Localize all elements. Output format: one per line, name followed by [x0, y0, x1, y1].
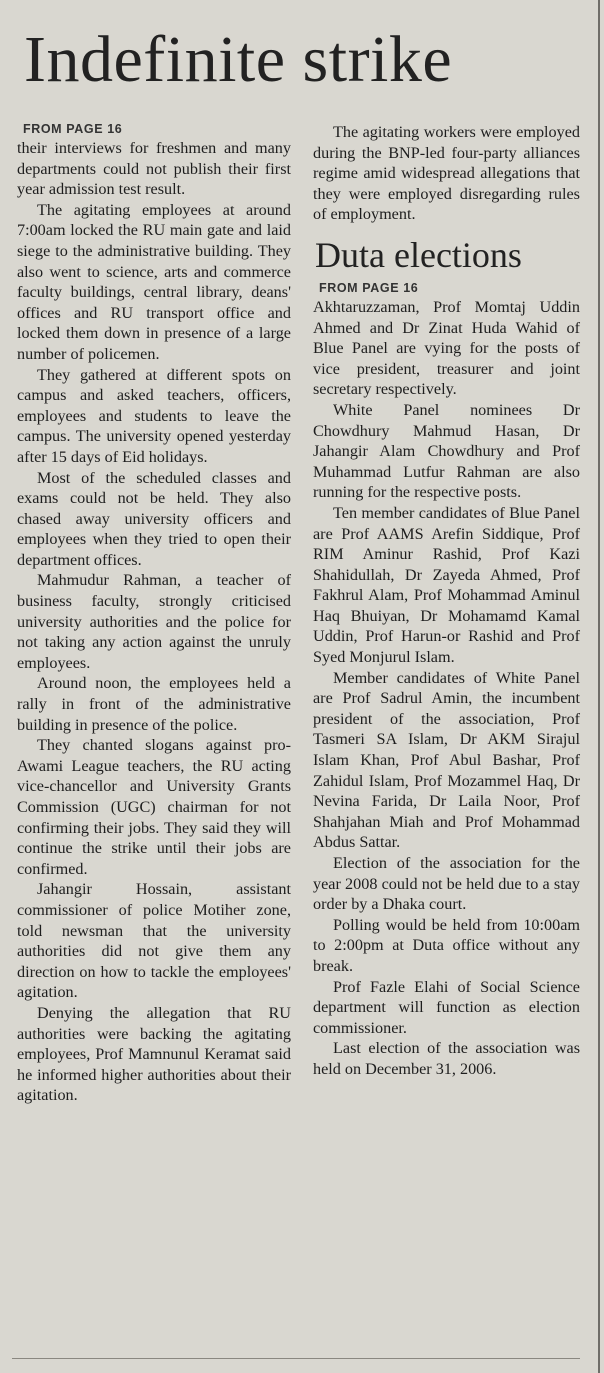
- headline-indefinite-strike: Indefinite strike: [24, 23, 453, 96]
- article-paragraph: Member candidates of White Panel are Prof Sadrul Amin, the incumbent president of the association, Prof Tasmeri SA Islam, Dr AKM Sirajul Islam Khan, Prof Abul Bashar, Prof Zahidul Islam, Prof Mozammel Haq, Dr Nevina Farida, Dr Laila Noor, Prof Shahjahan Miah and Prof Mohammad Abdus Sattar.: [313, 668, 580, 852]
- article-paragraph: Election of the association for the year 2008 could not be held due to a stay order by a Dhaka court.: [313, 854, 580, 914]
- article-paragraph: Last election of the association was held on December 31, 2006.: [313, 1039, 580, 1078]
- kicker-from-page: FROM PAGE 16: [319, 280, 419, 295]
- article-paragraph: White Panel nominees Dr Chowdhury Mahmud Hasan, Dr Jahangir Alam Chowdhury and Prof Muhammad Lutfur Rahman are also running for the respective posts.: [313, 400, 580, 502]
- headline-duta-elections: Duta elections: [315, 234, 522, 275]
- article-paragraph: Denying the allegation that RU authorities were backing the agitating employees, Prof Mamnunul Keramat said he informed higher authorities about their agitation.: [17, 1003, 291, 1105]
- article-paragraph: Jahangir Hossain, assistant commissioner of police Motiher zone, told newsman that the university authorities did not give them any direction on how to tackle the employees' agitation.: [17, 880, 291, 1002]
- bottom-rule: [12, 1358, 580, 1359]
- column-rule: [598, 0, 600, 1373]
- article-paragraph: their interviews for freshmen and many departments could not publish their first year admission test result.: [17, 139, 291, 199]
- article-paragraph: Mahmudur Rahman, a teacher of business faculty, strongly criticised university authorities and the police for not taking any action against the unruly employees.: [17, 571, 291, 672]
- article-paragraph: Ten member candidates of Blue Panel are Prof AAMS Arefin Siddique, Prof RIM Aminur Rashid, Prof Kazi Shahidullah, Dr Zayeda Ahmed, Prof Fakhrul Alam, Prof Mohammad Aminul Haq Bhuiyan, Dr Mohamamd Kamal Uddin, Prof Harun-or Rashid and Prof Syed Monjurul Islam.: [313, 503, 580, 667]
- kicker-from-page: FROM PAGE 16: [23, 122, 123, 136]
- article-paragraph: Prof Fazle Elahi of Social Science department will function as election commissioner.: [313, 977, 580, 1037]
- article-paragraph: Around noon, the employees held a rally in front of the administrative building in presence of the police.: [17, 674, 291, 734]
- column-left: [17, 122, 291, 1106]
- article-paragraph: The agitating workers were employed during the BNP-led four-party alliances regime amid widespread allegations that they were employed disregarding rules of employment.: [313, 123, 580, 224]
- article-paragraph: They chanted slogans against pro-Awami League teachers, the RU acting vice-chancellor and University Grants Commission (UGC) chairman for not confirming their jobs. They said they will continue the strike until their jobs are confirmed.: [17, 736, 291, 878]
- article-paragraph: Most of the scheduled classes and exams could not be held. They also chased away university officers and employees when they tried to open their department offices.: [17, 468, 291, 569]
- article-paragraph: They gathered at different spots on campus and asked teachers, officers, employees and students to leave the campus. The university opened yesterday after 15 days of Eid holidays.: [17, 365, 291, 466]
- column-right: [313, 122, 580, 1080]
- article-paragraph: Polling would be held from 10:00am to 2:00pm at Duta office without any break.: [313, 915, 580, 975]
- article-paragraph: Akhtaruzzaman, Prof Momtaj Uddin Ahmed and Dr Zinat Huda Wahid of Blue Panel are vying for the posts of vice president, treasurer and joint secretary respectively.: [313, 297, 580, 399]
- article-paragraph: The agitating employees at around 7:00am locked the RU main gate and laid siege to the administrative building. They also went to science, arts and commerce faculty buildings, central library, deans' offices and RU transport office and locked them down in presence of a large number of policemen.: [17, 200, 291, 363]
